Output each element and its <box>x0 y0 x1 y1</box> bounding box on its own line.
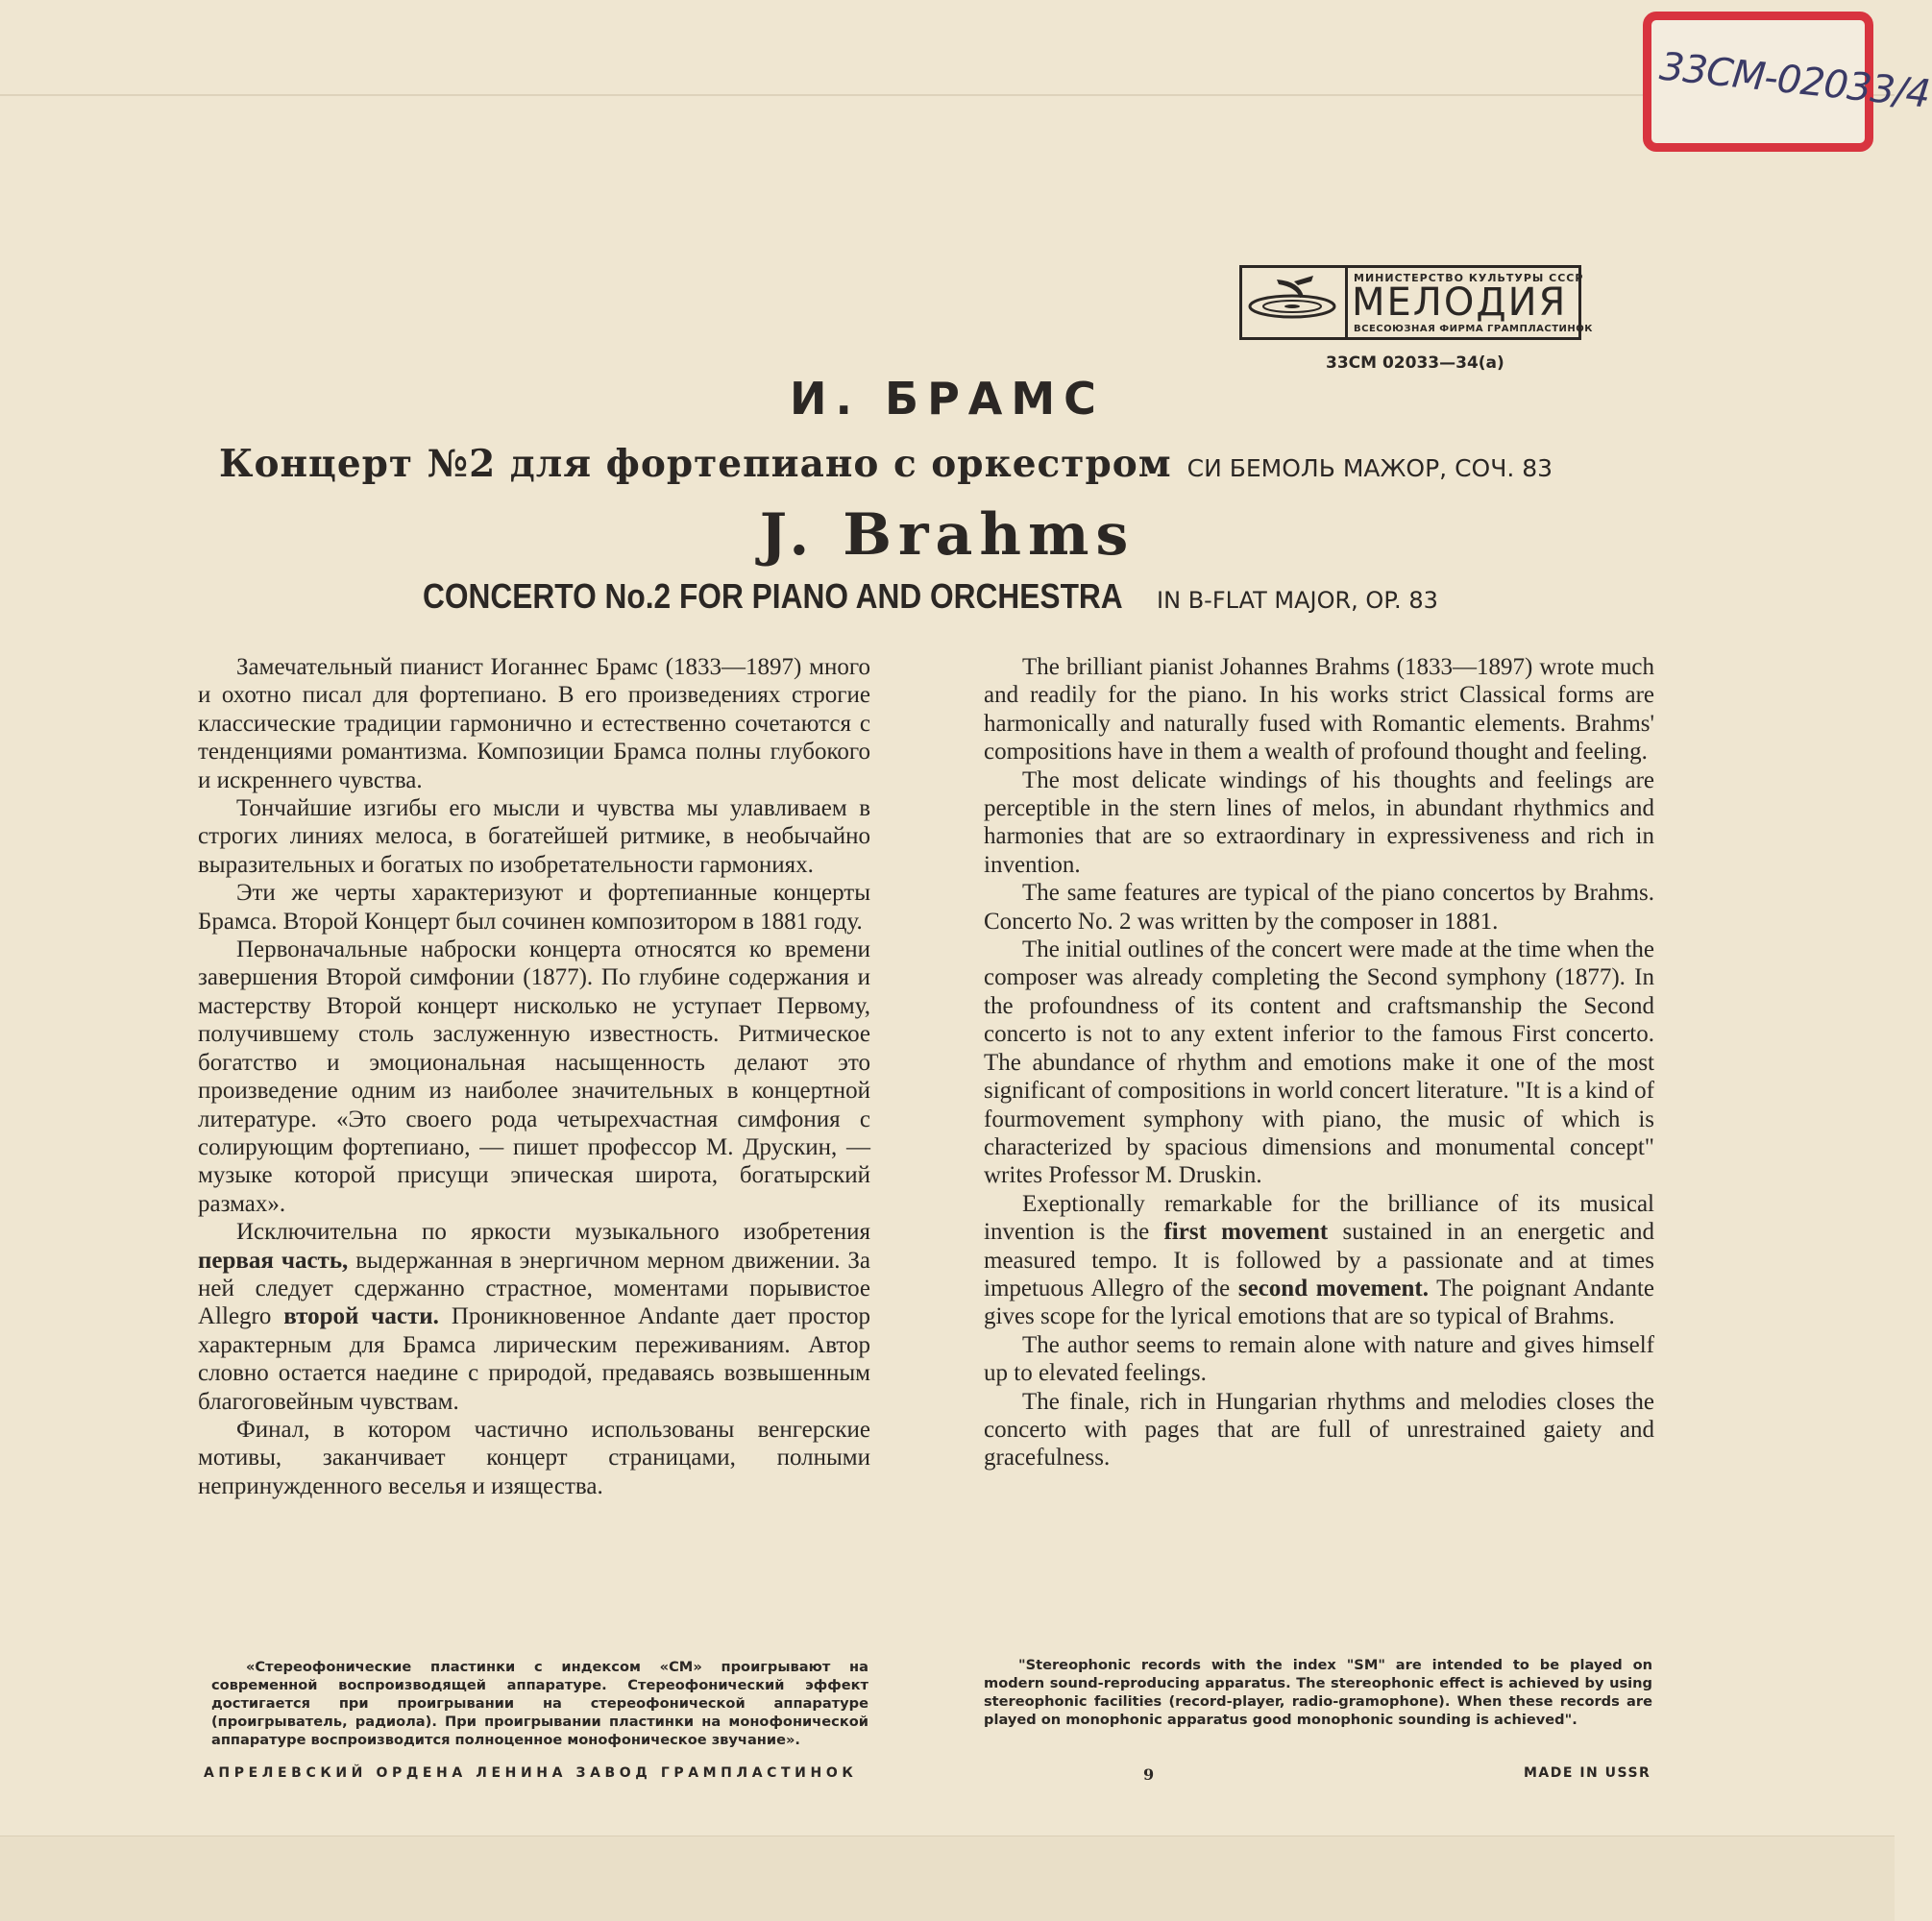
bottom-edge <box>0 1836 1895 1921</box>
en-text-run: The poignant Andante gives scope for the lyrical emotions that are so typical of Brahms. <box>984 1275 1654 1330</box>
ru-work-title <box>219 442 1553 486</box>
en-paragraph: The brilliant pianist Johannes Brahms (1833—1897) wrote much and readily for the piano. In his works strict Classical forms are harmonically and naturally fused with Romantic elements. Brahms' compositions have in them a wealth of profound thought and feeling. <box>984 654 1654 766</box>
russian-liner-notes <box>198 653 870 1500</box>
english-liner-notes <box>984 653 1654 1472</box>
ru-stereo-note: «Стереофонические пластинки с индексом «СМ» проигрывают на современной воспроизводящей аппаратуре. Стереофонический эффект достигается при проигрывании на стереофонической аппаратуре (проигрыватель, радиола). При проигрывании пластинки на монофонической аппаратуре воспроизводится полноценное монофоническое звучание». <box>211 1659 868 1748</box>
melodiya-emblem-icon <box>1242 268 1348 337</box>
ru-text-run: Исключительна по яркости музыкального изобретения <box>236 1219 870 1246</box>
catalog-number: 33СМ 02033—34(а) <box>1326 353 1504 373</box>
en-text-run: Exeptionally remarkable for the brilliance of its musical invention is the <box>984 1190 1654 1246</box>
ru-text-run: Проникновенное Andante дает простор характерным для Брамса лирическим переживаниям. Автор словно остается наедине с природой, предаваясь возвышенным благоговейным чувствам. <box>198 1303 870 1415</box>
ru-paragraph: Тончайшие изгибы его мысли и чувства мы улавливаем в строгих линиях мелоса, в богатейшей ритмике, в необычайно выразительных и богатых по изобретательности гармониях. <box>198 795 870 878</box>
en-text-run: sustained in an energetic and measured tempo. It is followed by a passionate and at times impetuous Allegro of the <box>984 1219 1654 1301</box>
logo-ministry: МИНИСТЕРСТВО КУЛЬТУРЫ СССР <box>1354 272 1584 284</box>
en-paragraph: The author seems to remain alone with nature and gives himself up to elevated feelings. <box>984 1331 1654 1387</box>
ru-paragraph <box>198 1218 870 1416</box>
factory-name: АПРЕЛЕВСКИЙ ОРДЕНА ЛЕНИНА ЗАВОД ГРАМПЛАСТИНОК <box>204 1765 858 1781</box>
melodiya-logo <box>1239 265 1593 340</box>
ru-paragraph: Первоначальные наброски концерта относятся ко времени завершения Второй симфонии (1877). По глубине содержания и мастерству Второй концерт нисколько не уступает Первому, получившему столь заслуженную известность. Ритмическое богатство и эмоциональная насыщенность делают это произведение одним из наиболее значительных в концертной литературе. «Это своего рода четырехчастная симфония с солирующим фортепиано, — пишет профессор М. Друскин, — музыке которой присущи эпическая широта, богатырский размах». <box>198 936 870 1217</box>
en-composer-title: J. Brahms <box>759 501 1136 569</box>
ru-paragraph: Эти же черты характеризуют и фортепианные концерты Брамса. Второй Концерт был сочинен композитором в 1881 году. <box>198 880 870 935</box>
en-paragraph: The most delicate windings of his thoughts and feelings are perceptible in the stern lines of melos, in abundant rhythmics and harmonies that are so extraordinary in expressiveness and rich in invention. <box>984 766 1654 878</box>
page-number: 9 <box>1143 1765 1155 1784</box>
ru-first-movement: первая часть, <box>198 1247 349 1274</box>
fold-line <box>0 94 1895 96</box>
en-work-title <box>423 576 1438 617</box>
ru-text-run: выдержанная в энергичном мерном движении. За ней следует сдержанно страстное, моментами порывистое Allegro <box>198 1247 870 1330</box>
logo-company: ВСЕСОЮЗНАЯ ФИРМА ГРАМПЛАСТИНОК <box>1354 324 1593 334</box>
en-paragraph: The initial outlines of the concert were made at the time when the composer was already completing the Second symphony (1877). In the profoundness of its content and craftsmanship the Second concerto is not to any extent inferior to the famous First concerto. The abundance of rhythm and emotions make it one of the most significant of compositions in world concert literature. "It is a kind of fourmovement symphony with piano, the music of which is characterized by spacious dimensions and monumental concept" writes Professor M. Druskin. <box>984 936 1654 1189</box>
en-paragraph: The finale, rich in Hungarian rhythms and melodies closes the concerto with pages that are full of unrestrained gaiety and gracefulness. <box>984 1388 1654 1471</box>
en-work-key: IN B-FLAT MAJOR, OP. 83 <box>1157 587 1438 614</box>
en-first-movement: first movement <box>1163 1219 1329 1246</box>
en-stereo-note: "Stereophonic records with the index "SM" are intended to be played on modern sound-reproducing apparatus. The stereophonic effect is achieved by using stereophonic facilities (record-player, radio-gramophone). When these records are played on monophonic apparatus good monophonic sounding is achieved". <box>984 1657 1652 1728</box>
archive-stamp <box>1643 12 1932 152</box>
ru-second-movement: второй части. <box>283 1303 439 1330</box>
stamp-text: 33СМ-02033/4 <box>1657 44 1932 117</box>
en-second-movement: second movement. <box>1237 1275 1430 1301</box>
ru-composer-title: И. БРАМС <box>790 373 1105 425</box>
en-paragraph: The same features are typical of the piano concertos by Brahms. Concerto No. 2 was written by the composer in 1881. <box>984 880 1654 935</box>
en-work-name: CONCERTO No.2 FOR PIANO AND ORCHESTRA <box>423 576 1123 616</box>
en-paragraph <box>984 1190 1654 1331</box>
ru-work-key: СИ БЕМОЛЬ МАЖОР, СОЧ. 83 <box>1186 454 1553 482</box>
logo-brand: МЕЛОДИЯ <box>1352 280 1568 325</box>
made-in-label: MADE IN USSR <box>1524 1765 1651 1781</box>
ru-work-name: Концерт №2 для фортепиано с оркестром <box>219 442 1172 486</box>
ru-paragraph: Финал, в котором частично использованы венгерские мотивы, заканчивает концерт страницами, полными непринужденного веселья и изящества. <box>198 1416 870 1499</box>
ru-paragraph: Замечательный пианист Иоганнес Брамс (1833—1897) много и охотно писал для фортепиано. В его произведениях строгие классические традиции гармонично и естественно сочетаются с тенденциями романтизма. Композиции Брамса полны глубокого и искреннего чувства. <box>198 654 870 793</box>
